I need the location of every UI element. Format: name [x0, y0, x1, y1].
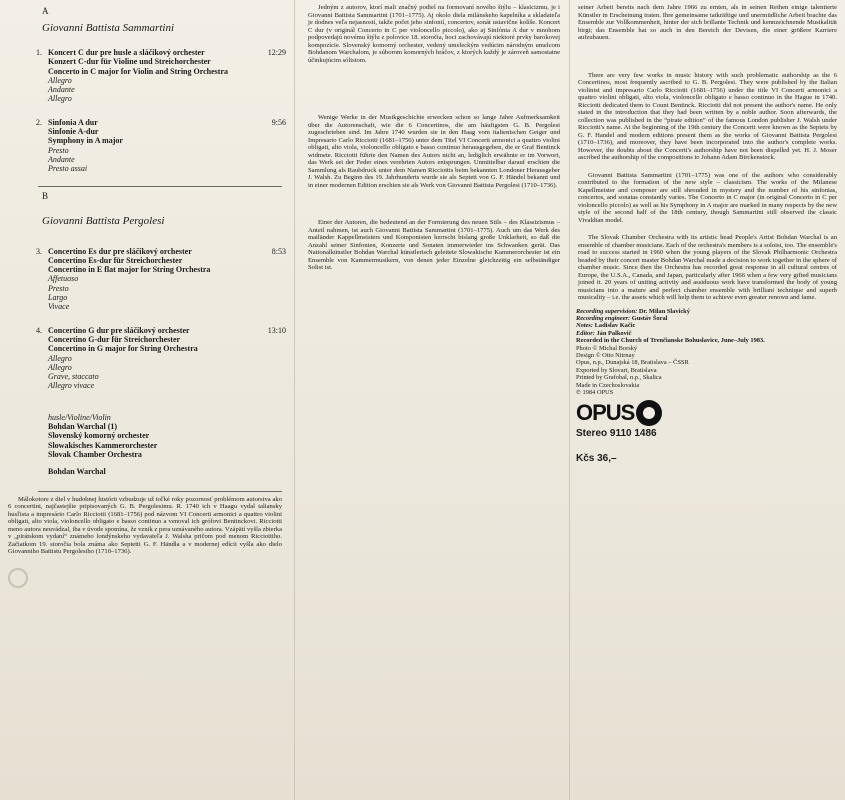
notes-column-right [570, 0, 845, 800]
soloist: Bohdan Warchal (1) [48, 422, 118, 432]
notes-english-1: There are very few works in music history with such problematic authorship as the 6 Concertinos, most frequently ascribed to G. B. Pergolesi. They were published by the Italian violinist and impresario Carlo Ricciotti (1681–1756) under the title VI Concerti armonici a quattro violini obligati, alto viola, violoncello obligato e basso continuo in the Hague in 1740. Ricciotti dedicated them to Count Bentinck. Ricciotti did not present the author's name. He only stated in the introduction that they had been written by a noble author. Soon afterwards, the collection was published in the “pirate edition” of the famous London publisher J. Walsh under Ricciotti's name. At the beginning of the 19th century the Concerti were known as the Septets by G. F. Handel and modern editions present them as the works of Giovanni Battista Pergolesi (1710–1736), and moreover, they have been incorporated into the author's complete works. However, the doubts about the Concerti's authorship have not been dispelled yet. H. J. Moser ascribed the authorship of the compositions to Johann Adam Birckenstock. [578, 71, 837, 161]
instrument: husle/Violine/Violin [48, 412, 111, 422]
side-a-composer: Giovanni Battista Sammartini [42, 22, 174, 34]
side-b-composer: Giovanni Battista Pergolesi [42, 214, 165, 227]
divider [38, 491, 282, 492]
opus-wordmark: OPUS [576, 400, 635, 426]
movement: Andante [48, 154, 75, 164]
credit-line: Editor: Ján Palkovič [576, 329, 632, 337]
track-title-en: Concertino in G major for String Orchestra [48, 344, 198, 354]
movement: Presto [48, 145, 69, 155]
movement: Andante [48, 85, 75, 95]
notes-english-2: Giovanni Battista Sammartini (1701–1775) was one of the authors who considerably contributed to the formation of the new style – classicism. The works of the Milanese Kapellmeister and composer are still shrouded in mystery and the number of his sinfonias, concertos, and sonatas constantly varies. The Concerto in C major (in original Concerto in C per violoncello piccolo) as well as his Symphony in A major are marked in many respects by the new style of the second half of the 18th century, though Sammartini still observed the classic Vivaldian model. [578, 171, 837, 224]
credit-small: Photo © Michal Borský [576, 344, 638, 352]
movement: Grave, staccato [48, 372, 99, 382]
credit-line: Recording engineer: Gustáv Šoral [576, 314, 668, 322]
credit-small: Printed by Grafobal, n.p., Skalica [576, 374, 662, 382]
notes-german-3: seiner Arbeit bereits nach dem Jahre 1966 zu ernten, als in seinen Reihen einige talentierte Künstler in Erscheinung traten. Ihre gemeinsame tatkräftige und unermüdliche Arbeit brachte das Ensemble zur Vollkommenheit, hinter der sich brillante Technik und kennzeichnende Musikalität birgt; das Ensemble hat so auch in den Bereich der Devisen, die einer größere Karriere aufzubauen. [578, 4, 837, 41]
notes-german-1: Wenige Werke in der Musikgeschichte erwecken schon so lange Jahre Aufmerksamkeit über die Autorenschaft, wie die 6 Concertinos, die am häufigsten G. B. Pergolesi zugeschrieben sind. Im Jahre 1740 wurden sie in den Haag vom italienischen Geiger und Impresario Carlo Ricciotti (1681–1756) unter dem Titel VI Concerti armonici a quattro violini obligati, alto viola, violoncello obligato e basso continuo herausgegeben, die er Graf Bentinck widmete. Ricciotti führte den Namen des Autors nicht an, lediglich erwähnte er im Vorwort, das Werk sei der Feder eines verehrten Autors entsprungen. Unmittelbar darauf erschien die Sammlung als Raubdruck unter dem Namen Ricciottis beim bekannten Londoner Herausgeber J. Walsh. Zu Beginn des 19. Jahrhunderts wurde sie als Septett von G. F. Händel bekannt und in einer modernen Edition erschien sie als Werk von Giovanni Battista Pergolesi (1710–1736). [308, 114, 560, 189]
track-title-de: Konzert C-dur für Violine und Streichorchester [48, 57, 211, 67]
notes-slovak-2: Jedným z autorov, ktorí mali značný podiel na formovaní nového štýlu – klasicizmu, je i Giovanni Battista Sammartini (1701–1775). Aj okolo diela milánskeho kapelníka a skladateľa je dodnes veľa nejasností, takže počet jeho sinfonií, concertov, sonát ustavične kolíše. Koncert C dur (v originál Concerto in C per violoncello piccolo), ako aj Sinfónia A dur v mnohom podpovedajú novému štýlu z polovice 18. storočia, hoci zachovávajú niektoré prvky barokovej kompozície. Slovenský komorný orchester, vedený umeleckým vedúcim národným umelcom Bohdanom Warchalom, je súborom komorných hráčov, z ktorých každý je zároveň samostatne účinkujúcim sólistom. [308, 4, 560, 64]
ensemble-en: Slovak Chamber Orchestra [48, 449, 142, 459]
movement: Presto [48, 283, 69, 293]
credit-small: Design © Otto Nitrnay [576, 351, 635, 359]
track-2 [36, 118, 290, 174]
track-4 [36, 326, 290, 391]
track-title-sk: Koncert C dur pre husle a sláčikový orchester [48, 48, 205, 57]
track-1 [36, 48, 290, 104]
conductor: Bohdan Warchal [48, 467, 106, 477]
opus-circle-icon [636, 400, 662, 426]
notes-slovak-1: Málokotore z diel v hudobnej histórii vzbudzuje už toľké roky pozornosť problémom autorstva ako 6 concertini, najčastejšie pripisovaných G. B. Pergolesimu. R. 1740 ich v Haagu vydal taliansky husľista a impresário Carlo Ricciotti (1681–1756) pod názvom VI Concerti armonici a quattro violini obligati, alto viola, violoncello obligato e basso continuo a venoval ich grófovi Bentinckovi. Ricciotti meno autora neuvádzal, iba v úvode spomína, že vznik z pera uznávaného autora. Vzápätí vyšla zbierka v „pirátskom vydaní“ známeho londýnskeho vydavateľa J. Walsha pričom pod menom Ricciottiho. Začiatkom 19. storočia bola známa ako Septetti G. F. Händla a v modernej edícii vyšla ako dielo Giovanniho Battistu Pergolesiho (1710–1736). [8, 495, 282, 555]
movement: Allegro [48, 75, 72, 85]
notes-english-3: The Slovak Chamber Orchestra with its artistic head People's Artist Bohdan Warchal is an ensemble of chamber musicians. Each of the orchestra's members is a soloist, too. The ensemble's road to success started in 1960 when the young players of the Slovak Philharmonic Orchestra headed by their concert master Bohdan Warchal made a decision to work together in the sphere of chamber music. Since then the Orchestra has recorded great response in all cultural centres of Europe, the U.S.A., Canada, and Japan, particularly after 1966 when a few very gifted musicians joined it. 20 years of uniting activity and assiduous work have transformed the body of young musicians into a mature and perfect chamber ensemble with brilliant technique and superb musicality – i.e. the assets which will help them to achieve even greater renown and fame. [578, 234, 837, 301]
track-title-en: Symphony in A major [48, 136, 123, 146]
side-b-label: B [42, 190, 49, 201]
movement: Presto assai [48, 164, 88, 174]
track-title-sk: Concertino Es dur pre sláčikový orchester [48, 246, 192, 256]
performers [48, 413, 290, 477]
track-title-de: Concertino G-dur für Streichorchester [48, 334, 181, 344]
movement: Allegro vivace [48, 381, 95, 391]
track-duration: 13:10 [267, 325, 286, 335]
ring-stain [8, 568, 28, 588]
movement: Affetuoso [48, 274, 79, 284]
ensemble-de: Slowakisches Kammerorchester [48, 440, 158, 450]
price: Kčs 36,– [576, 453, 617, 465]
notes-german-2: Einer der Autoren, die bedeutend an der Formierung des neuen Stils – des Klassizismus – Anteil nahmen, ist auch Giovanni Battista Sammartini (1701–1775). Auch um das Werk des mailänder Kappellmeisters und Komponisten herrscht bislang große Unklarheit, so daß die Anzahl seiner Sinfonien, Konzerte und Sonaten immerwieder ins Schwanken gerät. Das Nationalkünstler Bohdan Warchal künstlerisch geleitete Slowakische Kammerorchester ist ein Ensemble von Kammermusikern, von denen jeder Einzelne gleichzeitig ein selbständiger Solist ist. [308, 219, 560, 271]
track-title-en: Concerto in C major for Violin and String Orchestra [48, 66, 228, 76]
movement: Vivace [48, 302, 70, 312]
label-logo-row [576, 400, 845, 426]
credit-small: Exported by Slovart, Bratislava [576, 366, 657, 374]
recording-location: Recorded in the Church of Trenčianske Bohuslavice, June–July 1983. [576, 337, 765, 345]
tracklist-column [0, 0, 290, 800]
track-duration: 9:56 [271, 117, 286, 127]
movement: Allegro [48, 362, 72, 372]
catalog-number: Stereo 9110 1486 [576, 428, 657, 440]
movement: Allegro [48, 94, 72, 104]
notes-column-center [300, 0, 568, 800]
credit-small: ℗ 1984 OPUS [576, 388, 614, 396]
opus-logo [576, 400, 662, 426]
fold-line [294, 0, 295, 800]
track-title-sk: Sinfonia A dur [48, 117, 98, 127]
track-duration: 8:53 [271, 246, 286, 256]
credit-line: Notes: Ladislav Kačic [576, 322, 636, 330]
track-number: 3. [36, 246, 42, 256]
movement: Largo [48, 293, 68, 303]
side-a-label: A [42, 6, 49, 16]
track-title-en: Concertino in E flat major for String Orchestra [48, 265, 211, 275]
track-number: 2. [36, 117, 42, 127]
credit-line: Recording supervision: Dr. Milan Slavický [576, 307, 690, 315]
track-3 [36, 247, 290, 312]
track-title-sk: Concertino G dur pre sláčikový orchester [48, 325, 190, 335]
credit-small: Opus, n.p., Dunajská 18, Bratislava – ČSSR [576, 359, 689, 367]
track-duration: 12:29 [267, 48, 286, 57]
ensemble-sk: Slovenský komorný orchester [48, 431, 150, 441]
track-number: 1. [36, 48, 42, 57]
track-title-de: Concertino Es-dur für Streichorchester [48, 255, 183, 265]
movement: Allegro [48, 353, 72, 363]
divider [38, 186, 282, 187]
track-number: 4. [36, 325, 42, 335]
credit-small: Made in Czechoslovakia [576, 381, 640, 389]
credits-block [576, 308, 845, 397]
track-title-de: Sinfonie A-dur [48, 127, 99, 137]
